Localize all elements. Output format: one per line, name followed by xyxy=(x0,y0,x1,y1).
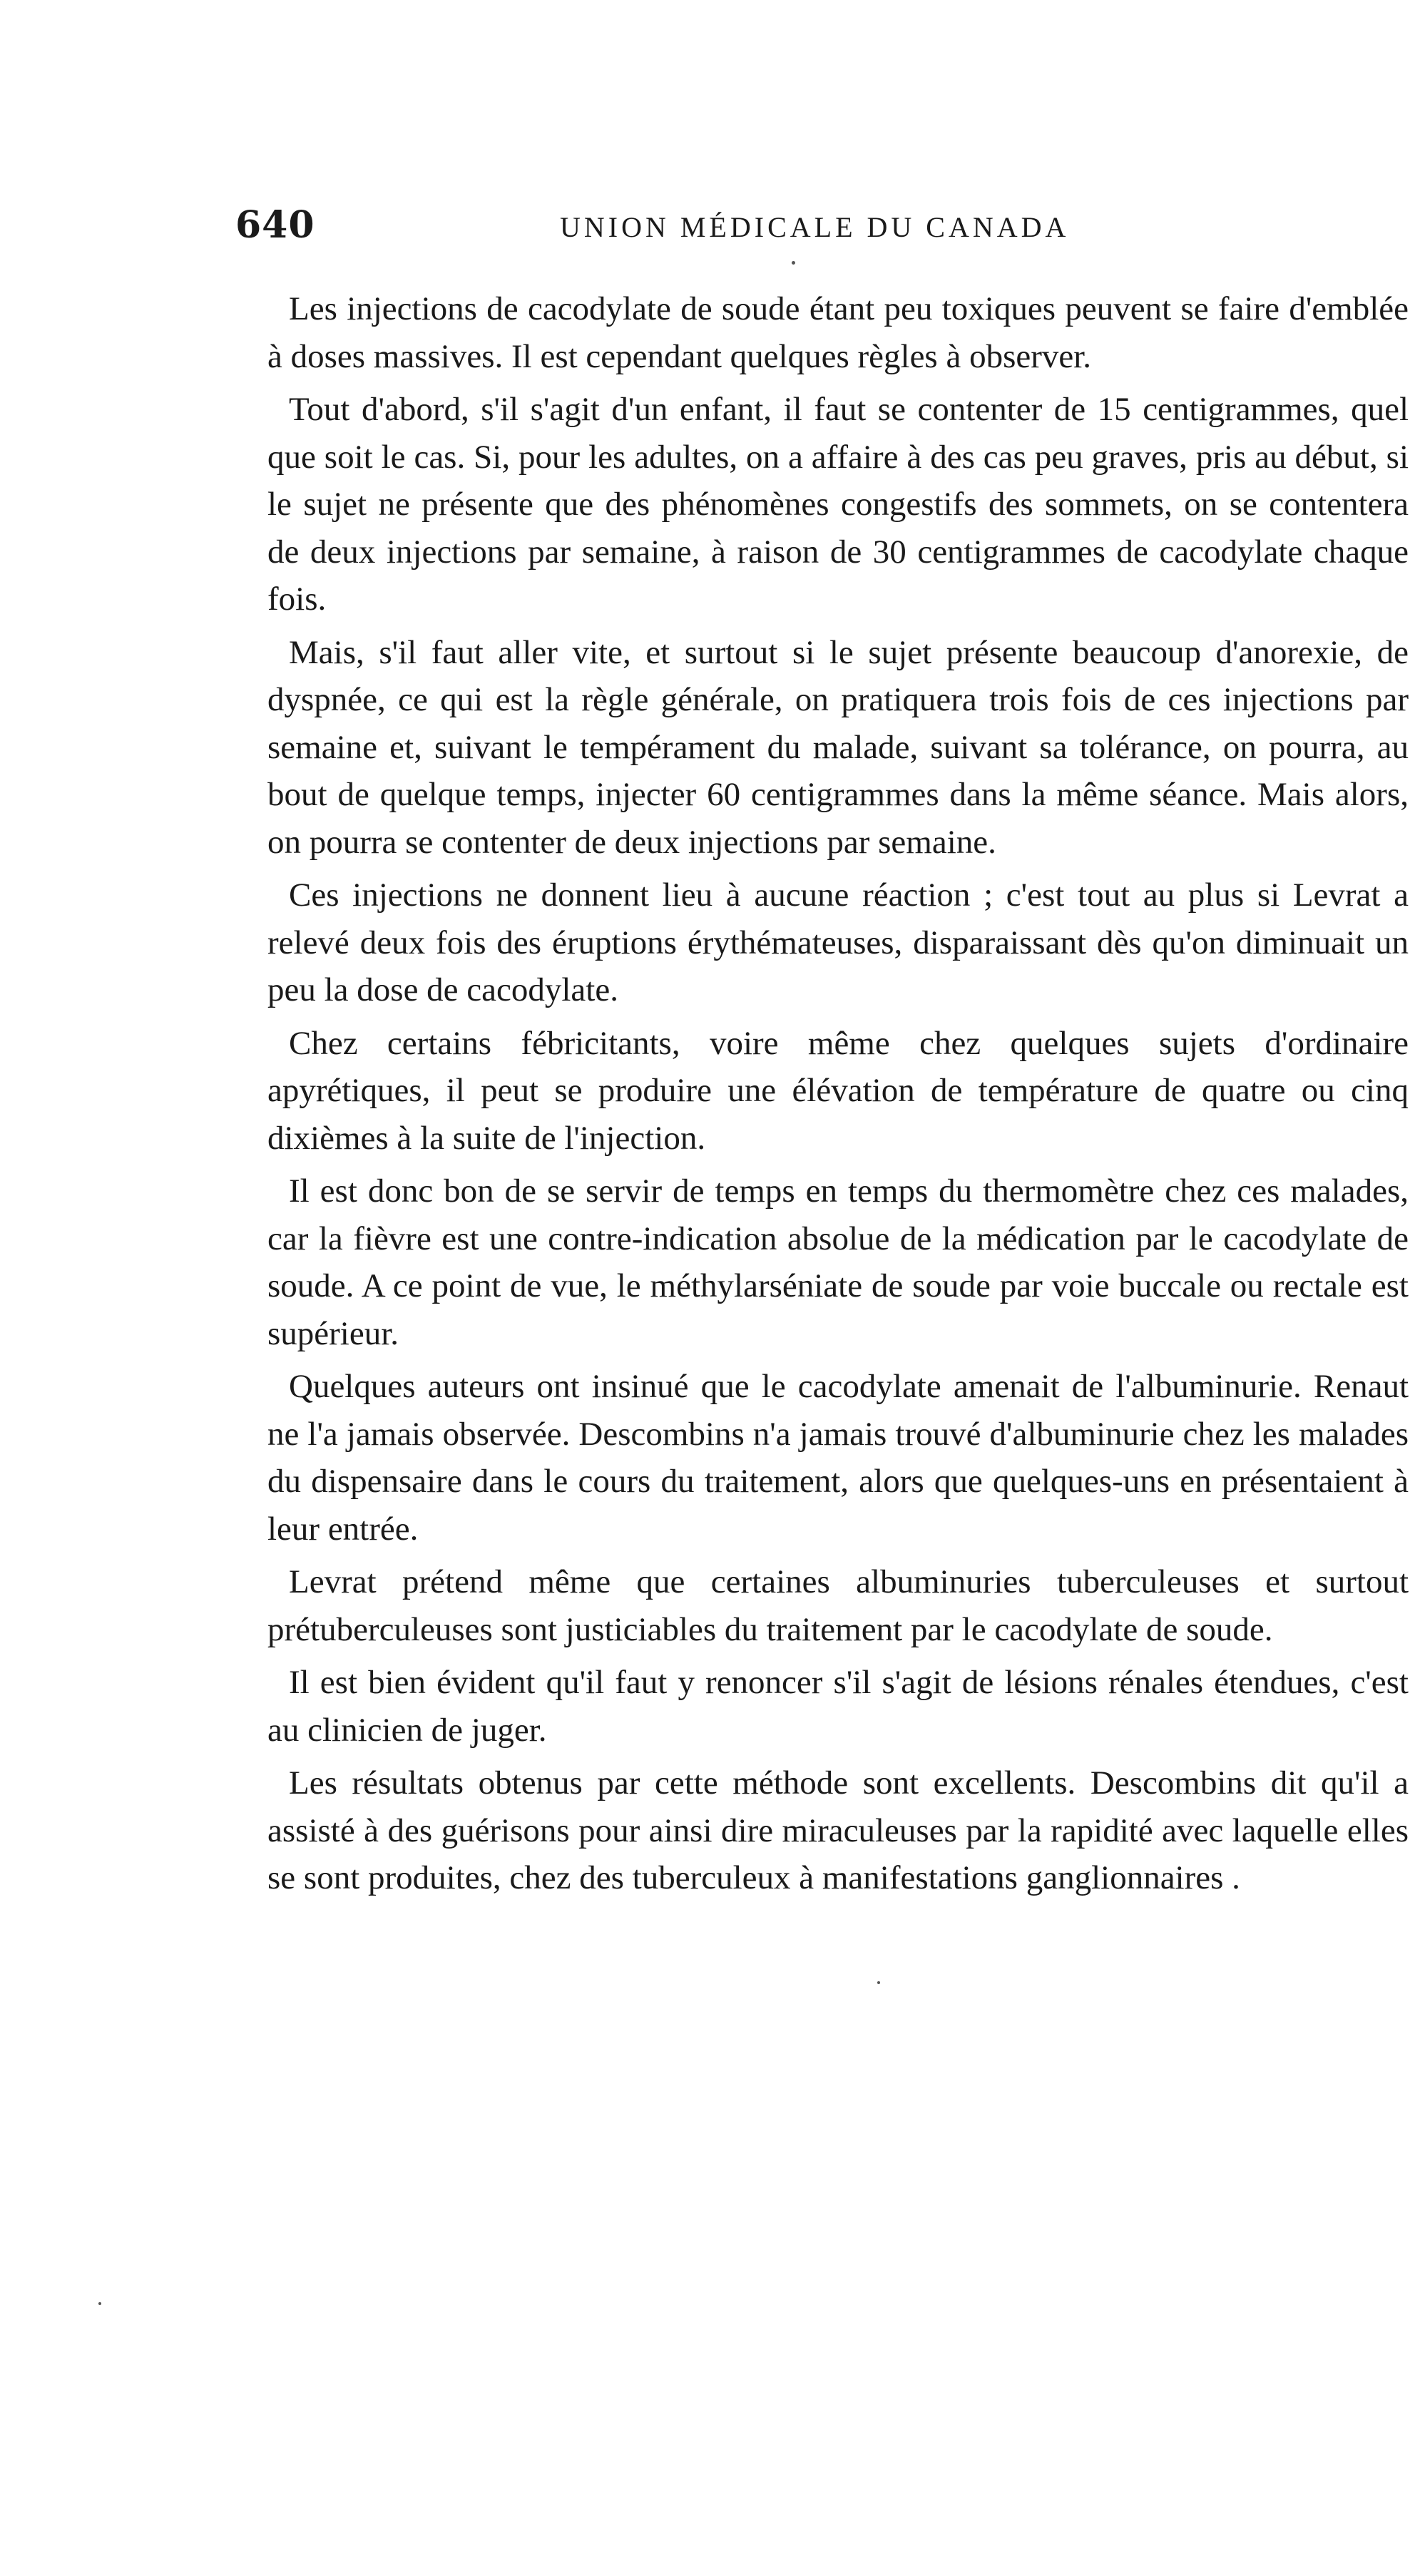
printer-dot-mark xyxy=(792,261,795,265)
paragraph-albuminuria: Quelques auteurs ont insinué que le cacodylate amenait de l'albuminurie. Renaut ne l'a jamais observée. Descombins n'a jamais trouvé d'albuminurie chez les malades du dispensaire dans le cours du traitement, alors que quelques-uns en présentaient à leur entrée. xyxy=(267,1368,1409,1548)
paragraph-renal-lesions: Il est bien évident qu'il faut y renoncer s'il s'agit de lésions rénales étendues, c'est au clinicien de juger. xyxy=(267,1664,1409,1749)
article-body xyxy=(267,285,1409,1908)
paragraph-rapid-treatment: Mais, s'il faut aller vite, et surtout si le sujet présente beaucoup d'anorexie, de dyspnée, ce qui est la règle générale, on pratiquera trois fois de ces injections par semaine et, suivant le tempérament du malade, suivant sa tolérance, on pourra, au bout de quelque temps, injecter 60 centigrammes dans la même séance. Mais alors, on pourra se contenter de deux injections par semaine. xyxy=(267,633,1409,861)
stray-mark xyxy=(98,2302,101,2305)
paragraph-levrat-albuminuria: Levrat prétend même que certaines albuminuries tuberculeuses et surtout prétuberculeuses sont justiciables du traitement par le cacodylate de soude. xyxy=(267,1563,1409,1648)
page-header xyxy=(235,203,1405,260)
paragraph-thermometer: Il est donc bon de se servir de temps en temps du thermomètre chez ces malades, car la fièvre est une contre-indication absolue de la médication par le cacodylate de soude. A ce point de vue, le méthylarséniate de soude par voie buccale ou rectale est supérieur. xyxy=(267,1172,1409,1352)
paragraph-child-adult-dosage: Tout d'abord, s'il s'agit d'un enfant, il faut se contenter de 15 centigrammes, quel que soit le cas. Si, pour les adultes, on a affaire à des cas peu graves, pris au début, si le sujet ne présente que des phénomènes congestifs des sommets, on se contentera de deux injections par semaine, à raison de 30 centigrammes de cacodylate chaque fois. xyxy=(267,391,1409,618)
paragraph-results: Les résultats obtenus par cette méthode sont excellents. Descombins dit qu'il a assisté à des guérisons pour ainsi dire miraculeuses par la rapidité avec laquelle elles se sont produites, chez des tuberculeux à manifestations ganglionnaires . xyxy=(267,1764,1409,1896)
paragraph-reactions: Ces injections ne donnent lieu à aucune réaction ; c'est tout au plus si Levrat a relevé deux fois des éruptions érythémateuses, disparaissant dès qu'on diminuait un peu la dose de cacodylate. xyxy=(267,876,1409,1008)
paragraph-temperature: Chez certains fébricitants, voire même chez quelques sujets d'ordinaire apyrétiques, il peut se produire une élévation de température de quatre ou cinq dixièmes à la suite de l'injection. xyxy=(267,1024,1409,1157)
paragraph-dosage-intro: Les injections de cacodylate de soude étant peu toxiques peuvent se faire d'emblée à doses massives. Il est cependant quelques règles à observer. xyxy=(267,290,1409,375)
page-number: 640 xyxy=(235,203,315,247)
running-title: UNION MÉDICALE DU CANADA xyxy=(560,211,1070,243)
printer-dot-mark xyxy=(877,1981,880,1984)
